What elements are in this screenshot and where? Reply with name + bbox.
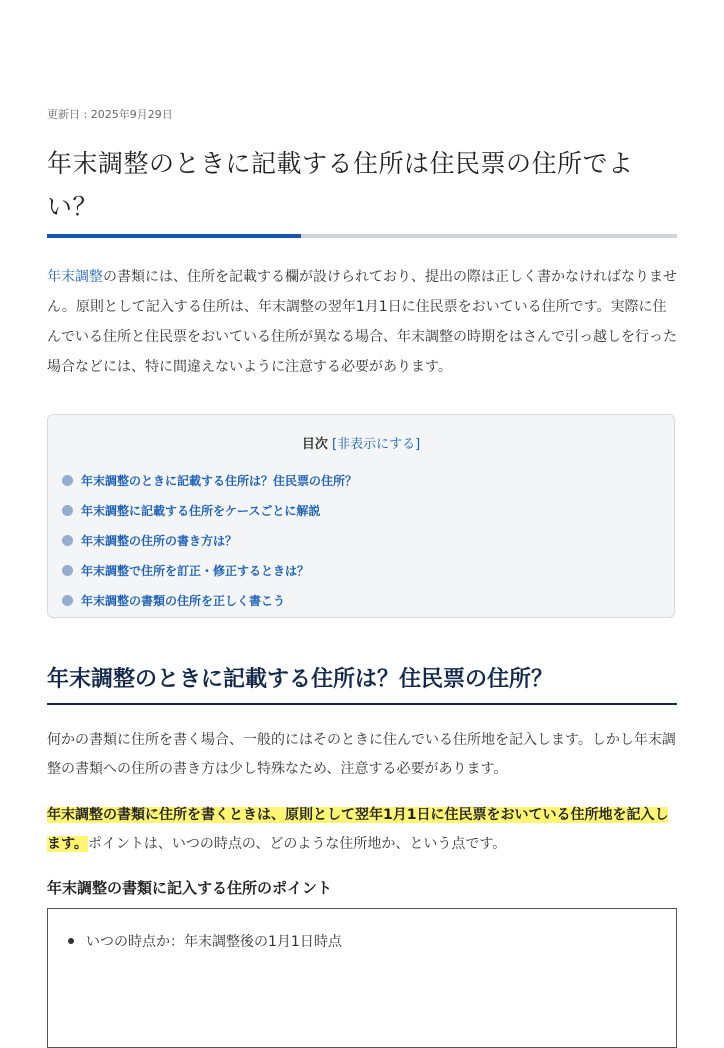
section-paragraph-2 xyxy=(47,801,677,859)
bullet-dot-icon xyxy=(62,565,73,576)
bullet-dot-icon xyxy=(62,475,73,486)
list-item xyxy=(68,931,342,951)
toc-header xyxy=(48,433,674,452)
toc-item-label: 年末調整の住所の書き方は？ xyxy=(81,533,238,548)
subsection-heading: 年末調整の書類に記入する住所のポイント xyxy=(47,879,333,897)
point-text: いつの時点か：年末調整後の1月1日時点 xyxy=(86,934,342,950)
toc-item-address-resident-register[interactable] xyxy=(62,465,357,495)
title-divider-accent xyxy=(47,234,301,238)
points-list xyxy=(68,931,342,951)
section-paragraph-1: 何かの書類に住所を書く場合、一般的にはそのときに住んでいる住所地を記入します。しかし年末調整の書類への住所の書き方は少し特殊なため、注意する必要があります。 xyxy=(47,732,676,777)
section-heading: 年末調整のときに記載する住所は？住民票の住所？ xyxy=(47,667,554,692)
toc-title: 目次 xyxy=(301,437,328,452)
toc-item-label: 年末調整の書類の住所を正しく書こう xyxy=(81,593,286,608)
table-of-contents xyxy=(47,414,675,618)
bullet-dot-icon xyxy=(62,535,73,546)
toc-item-label: 年末調整のときに記載する住所は？住民票の住所？ xyxy=(81,473,358,488)
highlighted-text: 年末調整の書類に住所を書くときは、原則として翌年1月1日に住民票をおいている住所地を記入します。 xyxy=(47,807,669,852)
toc-item-address-by-case[interactable] xyxy=(62,495,357,525)
toc-item-label: 年末調整に記載する住所をケースごとに解説 xyxy=(81,503,321,518)
page-title: 年末調整のときに記載する住所は住民票の住所でよい？ xyxy=(47,149,634,221)
toc-item-how-to-write[interactable] xyxy=(62,525,357,555)
bullet-icon xyxy=(68,938,74,944)
points-box xyxy=(47,908,677,1048)
updated-date: 更新日 : 2025年9月29日 xyxy=(47,108,173,121)
title-divider xyxy=(47,234,677,238)
toc-hide-toggle[interactable]: [非表示にする] xyxy=(332,437,421,452)
section-heading-underline xyxy=(47,703,677,705)
toc-item-label: 年末調整で住所を訂正・修正するときは？ xyxy=(81,563,310,578)
toc-item-correction[interactable] xyxy=(62,555,357,585)
intro-paragraph xyxy=(47,262,677,382)
paragraph-text: ポイントは、いつの時点の、どのような住所地か、という点です。 xyxy=(87,836,507,852)
bullet-dot-icon xyxy=(62,505,73,516)
bullet-dot-icon xyxy=(62,595,73,606)
toc-list xyxy=(62,465,357,615)
intro-text: の書類には、住所を記載する欄が設けられており、提出の際は正しく書かなければなりません。原則として記入する住所は、年末調整の翌年1月1日に住民票をおいている住所です。実際に住んでいる住所と住民票をおいている住所が異なる場合、年末調整の時期をはさんで引っ越しを行った場合などには、特に間違えないように注意する必要があります。 xyxy=(47,269,677,375)
toc-item-write-correctly[interactable] xyxy=(62,585,357,615)
year-end-adjustment-link[interactable]: 年末調整 xyxy=(47,269,103,285)
